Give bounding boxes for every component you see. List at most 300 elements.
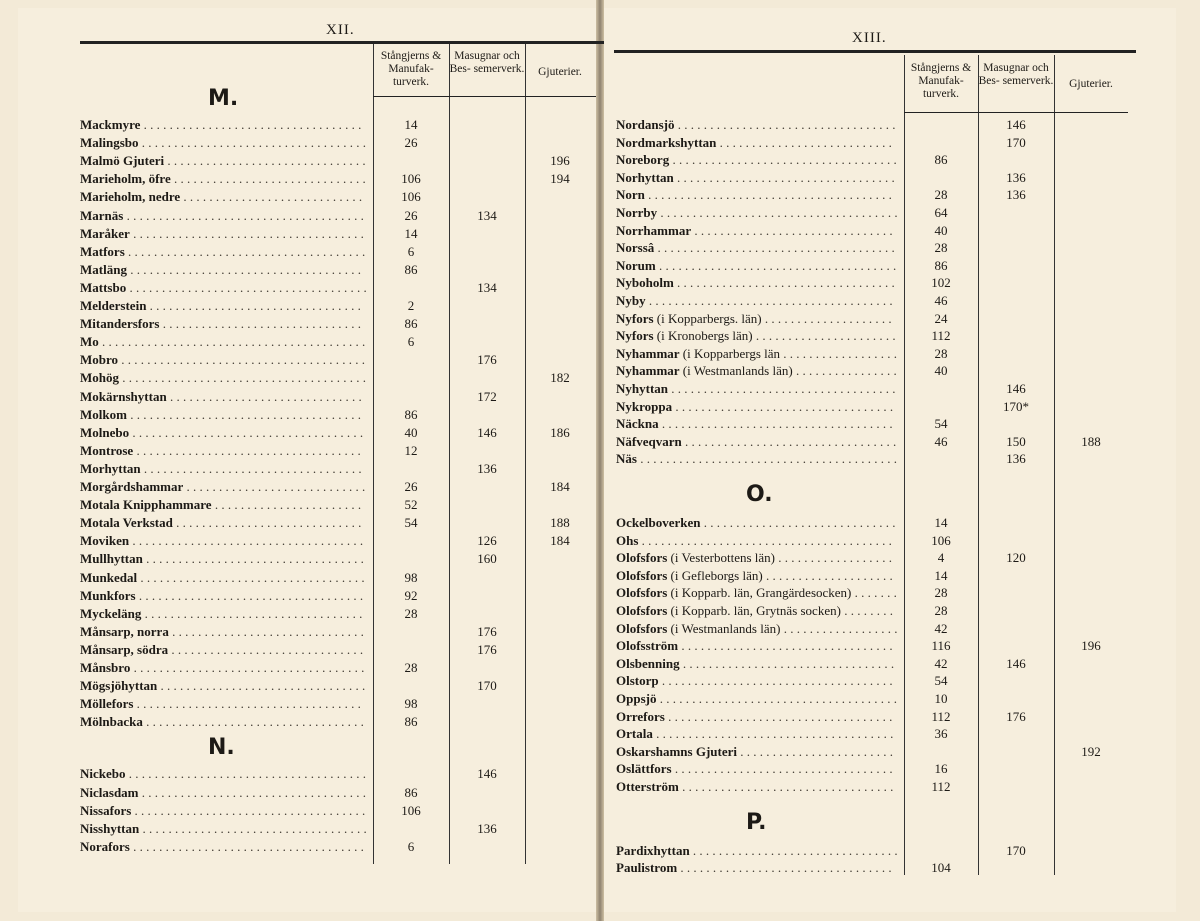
- value-stangjerns: 40: [934, 222, 948, 238]
- value-masugnar: 146: [1006, 655, 1026, 671]
- leader-dots: . . . . . . . . . . . . . . . . . . . . . . . . . . . . . . . . . .: [142, 714, 364, 730]
- leader-dots: . . . . . . . . . . . . . . . . . . . . . . . . . . . . . .: [168, 641, 364, 657]
- leader-dots: . . . . . . . . . . . . . . . . . . . . . . .: [211, 497, 362, 513]
- entry-name-cell: [616, 743, 893, 761]
- column-header-stangjerns: Stångjerns & Manufak- turverk.: [380, 50, 442, 88]
- entry-name: Mohög: [80, 370, 119, 386]
- table-row: [616, 725, 1132, 743]
- value-masugnar: 136: [1006, 169, 1026, 185]
- value-stangjerns: 86: [404, 261, 418, 277]
- value-stangjerns: 86: [934, 152, 948, 168]
- leader-dots: . . . . . . . . . . . . . . . . . . . . . . . . . . . . . . . . . . . .: [129, 533, 364, 549]
- entry-name: Mokärnshyttan: [80, 388, 167, 404]
- entry-name-cell: [80, 315, 361, 333]
- value-masugnar: 176: [477, 623, 497, 639]
- table-row: [616, 672, 1132, 690]
- entry-name-cell: [616, 151, 897, 169]
- leader-dots: . . . . . . . . . . . . . . . . . .: [780, 345, 898, 361]
- entry-name: Olsbenning: [616, 655, 680, 671]
- header-underline: [373, 96, 596, 97]
- entry-name-cell: [80, 170, 366, 188]
- leader-dots: . . . . . . . .: [840, 603, 893, 618]
- entry-name: Näckna: [616, 416, 659, 432]
- table-row: [80, 605, 596, 623]
- table-row: [80, 695, 596, 713]
- value-stangjerns: 86: [404, 316, 418, 332]
- table-row: [616, 239, 1132, 257]
- entry-name: Näs: [616, 451, 637, 467]
- entry-name-cell: [80, 188, 362, 206]
- entry-name-cell: [80, 838, 364, 856]
- leader-dots: . . . . . . . . . . . . . . . . . .: [775, 550, 892, 566]
- value-stangjerns: 86: [934, 257, 948, 273]
- entry-name: Motala Verkstad: [80, 515, 173, 531]
- entry-name: Ockelboverken: [616, 515, 701, 530]
- leader-dots: . . . . . . . . . . . . . . . . . . . . . . . . . . . . . . . . .: [679, 655, 895, 671]
- table-row: [616, 690, 1132, 708]
- section-letter: P.: [746, 809, 767, 835]
- value-gjuterier: 196: [550, 153, 570, 169]
- table-row: [616, 584, 1132, 602]
- value-stangjerns: 24: [934, 310, 948, 326]
- entry-name: Norssâ: [616, 240, 655, 256]
- table-row: [616, 567, 1132, 585]
- leader-dots: . . . . . . .: [851, 585, 897, 601]
- value-stangjerns: 98: [404, 569, 418, 585]
- entry-name: Olofsfors: [616, 550, 668, 566]
- entry-name-cell: [616, 584, 897, 602]
- table-row: [80, 243, 596, 261]
- entry-name: Otterström: [616, 779, 679, 794]
- entry-name-cell: [616, 398, 893, 416]
- entry-name: Marieholm, öfre: [80, 171, 171, 187]
- leader-dots: . . . . . . . . . . . . . . . .: [792, 363, 897, 379]
- leader-dots: . . . . . . . . . . . . . . . . . . . . . . . . . . . . . . . . . .: [673, 169, 895, 185]
- entry-name: Nyby: [616, 293, 646, 308]
- leader-dots: . . . . . . . . . . . . . . . . . . . . . . . . . . . . . . . . .: [681, 433, 897, 449]
- leader-dots: . . . . . . . . . . . . . . . . . . . . . . . . . . . . . . . .: [689, 842, 898, 858]
- entry-name-cell: [616, 549, 892, 567]
- value-stangjerns: 28: [934, 240, 948, 256]
- entry-name-cell: [616, 345, 897, 363]
- entry-name-cell: [80, 243, 365, 261]
- entry-name-cell: [616, 274, 895, 292]
- entry-name: Munkfors: [80, 587, 136, 603]
- table-row: [616, 204, 1132, 222]
- value-stangjerns: 86: [404, 406, 418, 422]
- value-stangjerns: 28: [934, 603, 948, 618]
- leader-dots: . . . . . . . . . . . . . . . . . . . . . . . . . . . . . . . . . .: [672, 398, 894, 414]
- entry-name-cell: [80, 351, 365, 369]
- entry-name-cell: [80, 550, 364, 568]
- leader-dots: . . . . . . . . . . . . . . . . . . . . . . . . . . . . . . . . . . . . . .: [644, 187, 892, 203]
- table-row: [616, 859, 1132, 877]
- value-masugnar: 176: [477, 352, 497, 368]
- value-stangjerns: 92: [404, 587, 418, 603]
- table-row: [616, 602, 1132, 620]
- entry-name: Malmö Gjuteri: [80, 153, 165, 169]
- entry-name-cell: [616, 637, 893, 655]
- table-row: [80, 623, 596, 641]
- value-stangjerns: 104: [931, 860, 951, 876]
- entry-name: Mackmyre: [80, 117, 141, 132]
- value-stangjerns: 26: [404, 135, 418, 151]
- entry-name-cell: [80, 388, 362, 406]
- value-stangjerns: 98: [404, 696, 418, 712]
- entry-name: Nyhyttan: [616, 381, 669, 396]
- table-row: [80, 460, 596, 478]
- entry-name: Norum: [616, 257, 656, 273]
- table-row: [616, 620, 1132, 638]
- entry-name-cell: [80, 369, 366, 387]
- table-row: [616, 151, 1132, 169]
- column-header-stangjerns: Stångjerns & Manufak- turverk.: [910, 62, 972, 100]
- leader-dots: . . . . . . . . . . . . . . . . . . . . . . . . . . . . . . . . . . .: [138, 784, 366, 800]
- entry-name: Orrefors: [616, 708, 665, 724]
- leader-dots: . . . . . . . . . . . . . . . . . . . . . . . . . . . . . . . . . . . . .: [652, 726, 894, 742]
- value-stangjerns: 14: [934, 567, 948, 583]
- entry-name: Nordansjö: [616, 117, 675, 132]
- table-row: [80, 207, 596, 225]
- table-row: [616, 514, 1132, 532]
- value-stangjerns: 54: [404, 515, 418, 531]
- entry-name-cell: [80, 532, 363, 550]
- entry-name-cell: [80, 261, 361, 279]
- entry-name-cell: [80, 406, 361, 424]
- leader-dots: . . . . . . . . . . . . . . . . . . . . . . . . . . .: [716, 134, 892, 150]
- entry-name: Myckeläng: [80, 605, 142, 621]
- table-row: [80, 116, 596, 134]
- table-row: [80, 333, 596, 351]
- value-stangjerns: 64: [934, 205, 948, 220]
- entry-note: (i Kopparbergs län: [682, 345, 781, 361]
- leader-dots: . . . . . . . . . . . . . . . . . . . . . . . . . . . . . . . . . .: [671, 761, 893, 777]
- value-stangjerns: 86: [404, 784, 418, 800]
- value-stangjerns: 102: [931, 275, 951, 291]
- leader-dots: . . . . . . . . . . . . . . . . . . . . . . . . . . . . . . . . . . . . . . . .: [636, 451, 897, 467]
- entry-note: (i Westmanlands län): [682, 363, 793, 379]
- leader-dots: . . . . . . . . . . . . . . . . . . . .: [761, 310, 892, 326]
- entry-name: Marnäs: [80, 207, 124, 223]
- value-gjuterier: 186: [550, 424, 570, 440]
- entry-name: Morhyttan: [80, 460, 141, 476]
- entry-name: Nordmarkshyttan: [616, 134, 717, 150]
- table-row: [616, 169, 1132, 187]
- leader-dots: . . . . . . . . . . . . . . . . . . . . . . . .: [736, 743, 893, 759]
- entry-name-cell: [616, 310, 892, 328]
- entry-name-cell: [80, 695, 361, 713]
- value-stangjerns: 26: [404, 207, 418, 223]
- value-masugnar: 176: [477, 641, 497, 657]
- value-stangjerns: 112: [931, 708, 951, 724]
- leader-dots: . . . . . . . . . . . . . . . . . . . . . . . . . . . . . . . . . . . . . .: [118, 352, 366, 368]
- entry-name-cell: [616, 433, 896, 451]
- right-page: [604, 8, 1176, 912]
- entry-name: Olofsfors: [616, 585, 668, 601]
- table-row: [616, 310, 1132, 328]
- column-header-masugnar: Masugnar och Bes- semerverk.: [978, 62, 1054, 87]
- entry-name: Maråker: [80, 225, 130, 241]
- value-masugnar: 150: [1006, 433, 1026, 449]
- entry-name-cell: [80, 623, 364, 641]
- entry-name: Norhyttan: [616, 169, 674, 185]
- leader-dots: . . . . . . . . . . . . . . . . . . . . . . . . . . . . . . . . . . . . .: [657, 205, 898, 220]
- value-masugnar: 146: [477, 424, 497, 440]
- table-row: [80, 496, 596, 514]
- table-row: [616, 760, 1132, 778]
- value-stangjerns: 52: [404, 497, 418, 513]
- value-stangjerns: 106: [401, 802, 421, 818]
- table-row: [80, 188, 596, 206]
- leader-dots: . . . . . . . . . . . . . . . . . . . . . . . . . . . . . . . . . . .: [664, 708, 893, 724]
- entry-name-cell: [616, 116, 896, 134]
- leader-dots: . . . . . . . . . . . . . . . . . . . . . . . . . . . . . . . . . . . .: [129, 838, 364, 854]
- value-stangjerns: 28: [404, 605, 418, 621]
- leader-dots: . . . . . . . . . . . . . . . . . . . . . . . . . . . . . . . . . .: [140, 460, 362, 476]
- entry-name: Norrby: [616, 205, 658, 220]
- entry-name: Olofsfors: [616, 603, 668, 618]
- entry-name-cell: [616, 725, 893, 743]
- entry-name-cell: [80, 152, 366, 170]
- value-masugnar: 170: [477, 678, 497, 694]
- table-row: [80, 424, 596, 442]
- value-stangjerns: 28: [934, 345, 948, 361]
- value-gjuterier: 182: [550, 370, 570, 386]
- table-row: [80, 478, 596, 496]
- table-row: [616, 415, 1132, 433]
- entry-name-cell: [80, 424, 363, 442]
- entry-name-cell: [616, 239, 895, 257]
- leader-dots: . . . . . . . . . . . . . . . . . . . . . . . . . . . . . . . . . . .: [668, 381, 896, 396]
- entry-name-cell: [80, 460, 362, 478]
- value-stangjerns: 14: [404, 225, 418, 241]
- table-row: [80, 587, 596, 605]
- value-stangjerns: 26: [404, 479, 418, 494]
- entry-name: Möllefors: [80, 696, 134, 712]
- value-masugnar: 146: [477, 766, 497, 782]
- entry-name: Molnebo: [80, 424, 130, 440]
- entry-name-cell: [80, 207, 364, 225]
- entry-name: Nyfors: [616, 328, 654, 344]
- leader-dots: . . . . . . . . . . . . . . . . . . . . . . . . . . . . . . . . . . .: [669, 152, 897, 168]
- value-stangjerns: 12: [404, 442, 418, 458]
- leader-dots: . . . . . . . . . . . . . . . . . . . . . . . . . . . . . . . . . . . .: [130, 660, 365, 675]
- entry-name: Motala Knipphammare: [80, 497, 212, 513]
- table-row: [80, 279, 596, 297]
- leader-dots: . . . . . . . . . . . . . . . . . . . . . . . . . . . . . . . . . . .: [133, 442, 361, 458]
- leader-dots: . . . . . . . . . . . . . . . . . . . . . . . . . . . . . . . . . .: [142, 551, 364, 567]
- leader-dots: . . . . . . . . . . . . . . . . . . . . . . . . . . . . . . . . . . . . .: [123, 207, 364, 223]
- leader-dots: . . . . . . . . . . . . . . . . . . . . . . . . . . . . . . . . . . . .: [129, 424, 364, 440]
- entry-name: Månsarp, norra: [80, 623, 169, 639]
- leader-dots: . . . . . . . . . . . . . . . . . . . . . . . . . . . . .: [172, 515, 362, 531]
- entry-name-cell: [616, 760, 893, 778]
- table-row: [80, 784, 596, 802]
- value-stangjerns: 86: [404, 714, 418, 730]
- leader-dots: . . . . . . . . . . . . . . . . . . . . . . . . . . . . . .: [700, 515, 896, 530]
- table-row: [616, 398, 1132, 416]
- entry-name-cell: [80, 279, 367, 297]
- entry-name: Noreborg: [616, 152, 670, 168]
- entry-name-cell: [616, 292, 893, 310]
- entry-name-cell: [80, 641, 363, 659]
- entry-name-cell: [80, 713, 364, 731]
- entry-name-cell: [80, 587, 363, 605]
- value-gjuterier: 196: [1081, 638, 1101, 654]
- entry-name-cell: [616, 620, 897, 638]
- entry-name-cell: [616, 842, 898, 860]
- entry-name: Mitandersfors: [80, 316, 160, 332]
- entry-name: Nickebo: [80, 766, 126, 782]
- entry-name: Matläng: [80, 261, 127, 277]
- value-stangjerns: 6: [407, 838, 415, 854]
- entry-name-cell: [616, 169, 895, 187]
- entry-name-cell: [616, 134, 892, 152]
- leader-dots: . . . . . . . . . . . . . . . . . . . . . . . . . . . . . . . . . . . .: [129, 225, 364, 241]
- table-row: [616, 743, 1132, 761]
- entry-name-cell: [80, 784, 366, 802]
- section-letter: N.: [208, 735, 235, 761]
- entry-name-cell: [80, 802, 365, 820]
- entry-name: Mullhyttan: [80, 551, 143, 567]
- table-row: [616, 549, 1132, 567]
- entry-note: (i Kopparb. län, Grangärdesocken): [670, 585, 852, 601]
- leader-dots: . . . . . . . . . . . . . . . . . . . . . . . . . . . . . . . . . . .: [133, 696, 361, 712]
- leader-dots: . . . . . . . . . . . . . . . . . . . . . . . . . . . .: [180, 189, 363, 205]
- table-row: [616, 655, 1132, 673]
- entry-name: Norafors: [80, 838, 130, 854]
- value-gjuterier: 184: [550, 479, 570, 494]
- value-stangjerns: 54: [934, 673, 948, 689]
- leader-dots: . . . . . . . . . . . . . . . . . . . . . . . . . . . . . .: [168, 623, 364, 639]
- entry-name: Norn: [616, 187, 645, 203]
- leader-dots: . . . . . . . . . . . . . . . . . . . . . . . . . . . . . . .: [159, 316, 361, 332]
- leader-dots: . . . . . . . . . . . . . . . . . . . . . . . . . . . . . . . . . . . . .: [124, 243, 366, 259]
- entry-name-cell: [80, 116, 361, 134]
- leader-dots: . . . . . . . . . . . . . . . . . . . . . . . . . . . . . . . . . . . . .: [126, 279, 367, 295]
- entry-name-cell: [616, 567, 893, 585]
- entry-name: Oskarshamns Gjuteri: [616, 743, 737, 759]
- leader-dots: . . . . . . . . . . . . . . . . . . . . . . . . . . . . . . . . . . .: [137, 569, 365, 585]
- entry-name-cell: [616, 859, 892, 877]
- table-row: [80, 134, 596, 152]
- entry-name-cell: [616, 708, 892, 726]
- value-stangjerns: 36: [934, 726, 948, 742]
- column-header-masugnar: Masugnar och Bes- semerverk.: [449, 50, 525, 75]
- table-row: [616, 380, 1132, 398]
- leader-dots: . . . . . . . . . . . . . . . . . . . . . . . . . . . . . . . . . .: [140, 117, 362, 132]
- entry-name: Ohs: [616, 532, 639, 548]
- entry-name-cell: [80, 820, 367, 838]
- leader-dots: . . . . . . . . . . . . . . . . . . . . . . . . . . . . . . .: [164, 153, 366, 169]
- value-stangjerns: 28: [934, 187, 948, 203]
- entry-name: Nyhammar: [616, 363, 680, 379]
- entry-name: Olofsfors: [616, 620, 668, 636]
- value-masugnar: 160: [477, 551, 497, 567]
- table-row: [616, 274, 1132, 292]
- value-stangjerns: 14: [934, 515, 948, 530]
- entry-name: Marieholm, nedre: [80, 189, 181, 205]
- value-masugnar: 120: [1006, 550, 1026, 566]
- header-rule: [80, 41, 610, 44]
- entry-name-cell: [80, 514, 361, 532]
- entry-name: Olofsström: [616, 638, 679, 654]
- leader-dots: . . . . . . . . . . . . . . . . . . . . . . . . . . . . . . . . . . . . .: [654, 240, 895, 256]
- value-stangjerns: 28: [404, 660, 418, 675]
- entry-name: Månsbro: [80, 660, 131, 675]
- leader-dots: . . . . . . . . . . . . . . . . . . . . . . . . . . . . . . . . . . . . . . .: [638, 532, 892, 548]
- value-stangjerns: 46: [934, 293, 948, 308]
- table-row: [80, 369, 596, 387]
- value-masugnar: 172: [477, 388, 497, 404]
- section-letter: O.: [746, 482, 773, 507]
- leader-dots: . . . . . . . . . . . . . . . . . . . . . . . . . . . . . . . .: [157, 678, 366, 694]
- entry-name-cell: [80, 569, 365, 587]
- entry-name-cell: [616, 380, 896, 398]
- value-gjuterier: 194: [550, 171, 570, 187]
- table-row: [80, 838, 596, 856]
- entry-name-cell: [616, 327, 896, 345]
- entry-name: Morgårdshammar: [80, 479, 184, 494]
- entry-name-cell: [616, 672, 893, 690]
- table-row: [80, 550, 596, 568]
- value-stangjerns: 14: [404, 117, 418, 132]
- entry-name-cell: [616, 186, 892, 204]
- table-row: [80, 569, 596, 587]
- page-number: XII.: [326, 22, 355, 38]
- table-row: [80, 820, 596, 838]
- entry-note: (i Westmanlands län): [670, 620, 781, 636]
- entry-name: Olstorp: [616, 673, 659, 689]
- table-row: [616, 345, 1132, 363]
- leader-dots: . . . . . . . . . . . . . . . . . . . . . . . . . . . . . . . . . . . .: [131, 802, 366, 818]
- leader-dots: . . . . . . . . . . . . . . . . . .: [780, 620, 898, 636]
- entry-name: Oppsjö: [616, 691, 657, 706]
- entry-name: Mölnbacka: [80, 714, 143, 730]
- entry-name-cell: [616, 204, 898, 222]
- entry-name: Munkedal: [80, 569, 138, 585]
- value-masugnar: 136: [1006, 187, 1026, 203]
- entry-name-cell: [80, 478, 365, 496]
- value-masugnar: 176: [1006, 708, 1026, 724]
- leader-dots: . . . . . . . . . . . . . . . . . . . . . . . . . . . . . . . . .: [146, 298, 361, 313]
- entry-note: (i Kronobergs län): [656, 328, 753, 344]
- table-row: [80, 297, 596, 315]
- leader-dots: . . . . . . . . . . . . . . . . . . . . . . . . . . . . . . . . . . .: [135, 587, 364, 603]
- entry-name-cell: [80, 496, 361, 514]
- value-gjuterier: 184: [550, 533, 570, 549]
- leader-dots: . . . . . . . . . . . . . . . . . . . . . . . . . . . . . . . . . . . . .: [655, 257, 897, 273]
- value-stangjerns: 40: [934, 363, 948, 379]
- leader-dots: . . . . . . . . . . . . . . . . . . . . . . . . . . . . . . . . . . . .: [658, 673, 893, 689]
- entry-note: (i Gefleborgs län): [670, 567, 763, 583]
- entry-name: Montrose: [80, 442, 134, 458]
- value-gjuterier: 192: [1081, 743, 1101, 759]
- entry-name: Mobro: [80, 352, 119, 368]
- entry-name: Mattsbo: [80, 279, 127, 295]
- entry-name: Molkom: [80, 406, 127, 422]
- entry-name: Mo: [80, 334, 99, 350]
- value-stangjerns: 46: [934, 433, 948, 449]
- leader-dots: . . . . . . . . . . . . . . . . . . . . . . . . . . . . . . . . . . . .: [126, 261, 361, 277]
- entry-name: Olofsfors: [616, 567, 668, 583]
- entry-name-cell: [616, 690, 897, 708]
- leader-dots: . . . . . . . . . . . . . . . . . . . . . . . . . . . .: [183, 479, 366, 494]
- value-masugnar: 134: [477, 207, 497, 223]
- value-stangjerns: 40: [404, 424, 418, 440]
- leader-dots: . . . . . . . . . . . . . . . . . . . . . . . . . . . . . . . . . . . . .: [656, 691, 897, 706]
- entry-note: (i Kopparbergs. län): [656, 310, 762, 326]
